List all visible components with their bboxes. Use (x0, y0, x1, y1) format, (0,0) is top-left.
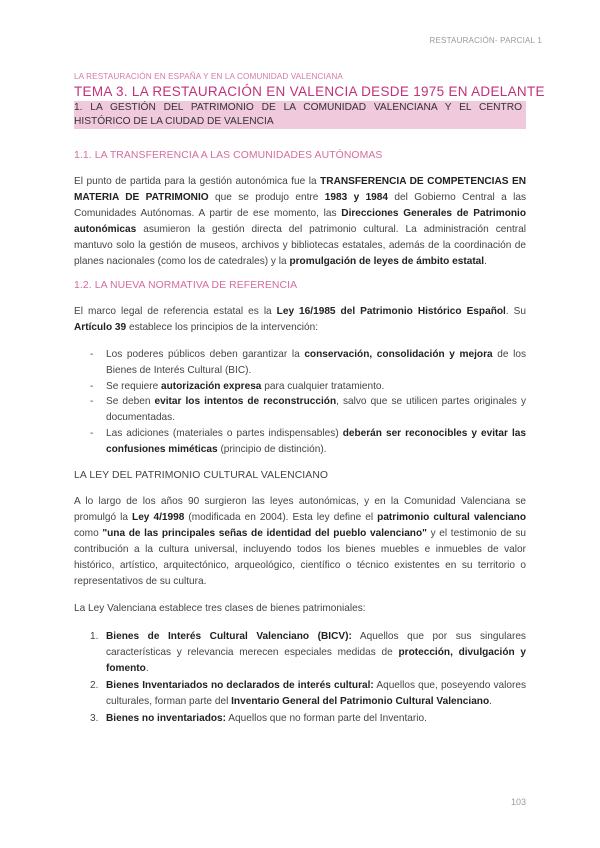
chapter-kicker: LA RESTAURACIÓN EN ESPAÑA Y EN LA COMUNIDAD VALENCIANA (74, 72, 343, 81)
list-item: 1. Bienes de Interés Cultural Valenciano (BICV): Aquellos que por sus singulares características y relevancia merecen especiales medidas de protección, divulgación y fomento. (90, 630, 526, 674)
paragraph-ley-valenciana: A lo largo de los años 90 surgieron las leyes autonómicas, y en la Comunidad Valenciana se promulgó la Ley 4/1998 (modificada en 2004). Esta ley define el patrimonio cultural valenciano como "una de las principales señas de identidad del pueblo valenciano" y el testimonio de su contribución a la cultura universal, incluyendo todos los bienes muebles e inmuebles de valor histórico, artístico, arquitectónico, arqueológico, científico o técnico existentes en su territorio o representativos de su cultura. (74, 495, 527, 587)
section-title: 1. LA GESTIÓN DEL PATRIMONIO DE LA COMUNIDAD VALENCIANA Y EL CENTRO HISTÓRICO DE LA CIUDAD DE VALENCIA (74, 101, 526, 129)
list-item: 3. Bienes no inventariados: Aquellos que no forman parte del Inventario. (90, 712, 427, 724)
page-number: 103 (510, 797, 526, 807)
principles-list (90, 347, 526, 458)
paragraph-marco-legal: El marco legal de referencia estatal es la Ley 16/1985 del Patrimonio Histórico Español. Su Artículo 39 establece los principios de la intervención: (74, 306, 526, 333)
ley-valenciana-heading: LA LEY DEL PATRIMONIO CULTURAL VALENCIANO (74, 469, 329, 481)
subsection-heading-1-1: 1.1. LA TRANSFERENCIA A LAS COMUNIDADES AUTÓNOMAS (74, 150, 383, 161)
list-item: - Se requiere autorización expresa para cualquier tratamiento. (90, 379, 526, 395)
page-content (74, 72, 545, 727)
list-item: 2. Bienes Inventariados no declarados de interés cultural: Aquellos que, poseyendo valores culturales, forman parte del Inventario General del Patrimonio Cultural Valenciano. (90, 679, 526, 707)
paragraph-transferencia: El punto de partida para la gestión autonómica fue la TRANSFERENCIA DE COMPETENCIAS EN MATERIA DE PATRIMONIO que se produjo entre 1983 y 1984 del Gobierno Central a las Comunidades Autónomas. A partir de ese momento, las Direcciones Generales de Patrimonio autonómicas asumieron la gestión directa del patrimonio cultural. La administración central mantuvo solo la gestión de museos, archivos y bibliotecas estatales, además de la coordinación de planes nacionales (como los de catedrales) y la promulgación de leyes de ámbito estatal. (74, 176, 527, 267)
bienes-list (90, 629, 526, 727)
running-header: RESTAURACIÓN- PARCIAL 1 (429, 36, 542, 45)
page-title: TEMA 3. LA RESTAURACIÓN EN VALENCIA DESDE 1975 EN ADELANTE (74, 84, 545, 99)
subsection-heading-1-2: 1.2. LA NUEVA NORMATIVA DE REFERENCIA (74, 280, 298, 291)
list-item: - Se deben evitar los intentos de reconstrucción, salvo que se utilicen partes originales y documentadas. (90, 394, 526, 426)
paragraph-clases-bienes: La Ley Valenciana establece tres clases de bienes patrimoniales: (74, 602, 366, 614)
list-item: - Las adiciones (materiales o partes indispensables) deberán ser reconocibles y evitar las confusiones miméticas (principio de distinción). (90, 426, 526, 458)
list-item: - Los poderes públicos deben garantizar la conservación, consolidación y mejora de los Bienes de Interés Cultural (BIC). (90, 347, 526, 379)
